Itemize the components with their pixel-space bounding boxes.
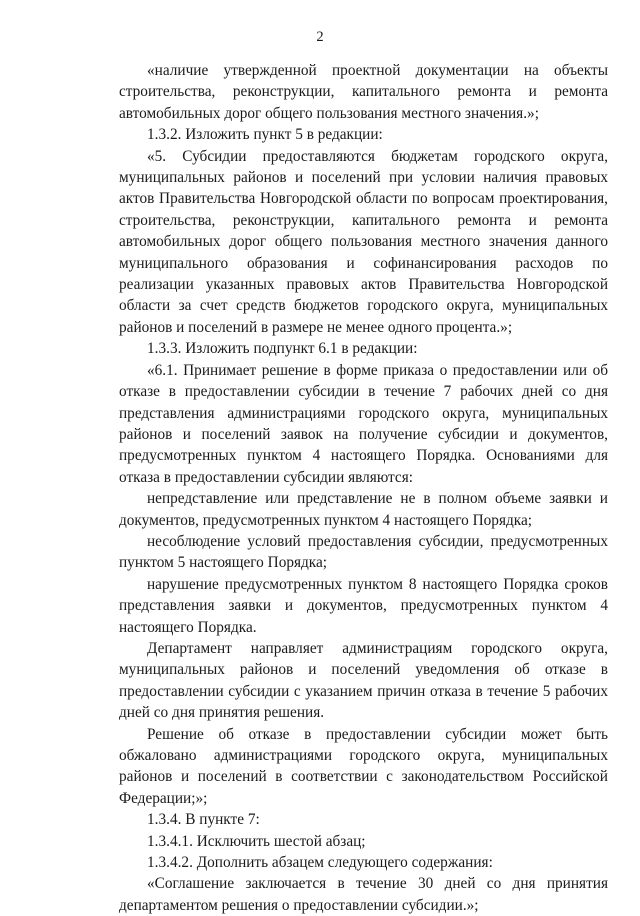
paragraph-refusal-ground-3: нарушение предусмотренных пунктом 8 настоящего Порядка сроков представления заявки и документов, предусмотренных пунктом 4 настоящего Порядка. (119, 575, 608, 636)
page-number: 2 (316, 29, 324, 45)
paragraph-1-3-4-2: 1.3.4.2. Дополнить абзацем следующего содержания: (147, 854, 493, 872)
paragraph-department-notice: Департамент направляет администрациям городского округа, муниципальных районов и поселений уведомления об отказе в предоставлении субсидии с указанием причин отказа в течение 5 рабочих дней со дня принятия решения. (119, 639, 608, 722)
paragraph-agreement-text: «Соглашение заключается в течение 30 дней со дня принятия департаментом решения о предоставлении субсидии.»; (119, 875, 608, 914)
document-body (119, 60, 608, 916)
paragraph-subpoint-6-1-text: «6.1. Принимает решение в форме приказа о предоставлении или об отказе в предоставлении субсидии в течение 7 рабочих дней со дня представления администрациями городского округа, муниципальных районов и поселений заявок на получение субсидии и документов, предусмотренных пунктом 4 настоящего Порядка. Основаниями для отказа в предоставлении субсидии являются: (119, 361, 608, 486)
paragraph-point-5-text: «5. Субсидии предоставляются бюджетам городского округа, муниципальных районов и поселений при условии наличия правовых актов Правительства Новгородской области по вопросам проектирования, строительства, реконструкции, капитального ремонта и ремонта автомобильных дорог общего пользования местного значения данного муниципального образования и софинансирования расходов по реализации указанных правовых актов Правительства Новгородской области за счет средств бюджетов городского округа, муниципальных районов и поселений в размере не менее одного процента.»; (119, 147, 608, 336)
paragraph-1-3-3-heading: 1.3.3. Изложить подпункт 6.1 в редакции: (147, 340, 418, 358)
paragraph-1-3-4-heading: 1.3.4. В пункте 7: (147, 811, 260, 829)
paragraph-refusal-ground-2: несоблюдение условий предоставления субсидии, предусмотренных пунктом 5 настоящего Порядка; (119, 532, 608, 572)
paragraph-refusal-ground-1: непредставление или представление не в полном объеме заявки и документов, предусмотренных пунктом 4 настоящего Порядка; (119, 490, 608, 529)
paragraph-1-3-4-1: 1.3.4.1. Исключить шестой абзац; (147, 832, 366, 850)
paragraph-appeal: Решение об отказе в предоставлении субсидии может быть обжаловано администрациями городского округа, муниципальных районов и поселений в соответствии с законодательством Российской Федерации;»; (119, 725, 608, 807)
paragraph-1-3-2-heading: 1.3.2. Изложить пункт 5 в редакции: (147, 126, 383, 144)
paragraph-1-3-1-tail: «наличие утвержденной проектной документации на объекты строительства, реконструкции, капитального ремонта и ремонта автомобильных дорог общего пользования местного значения.»; (119, 62, 608, 122)
